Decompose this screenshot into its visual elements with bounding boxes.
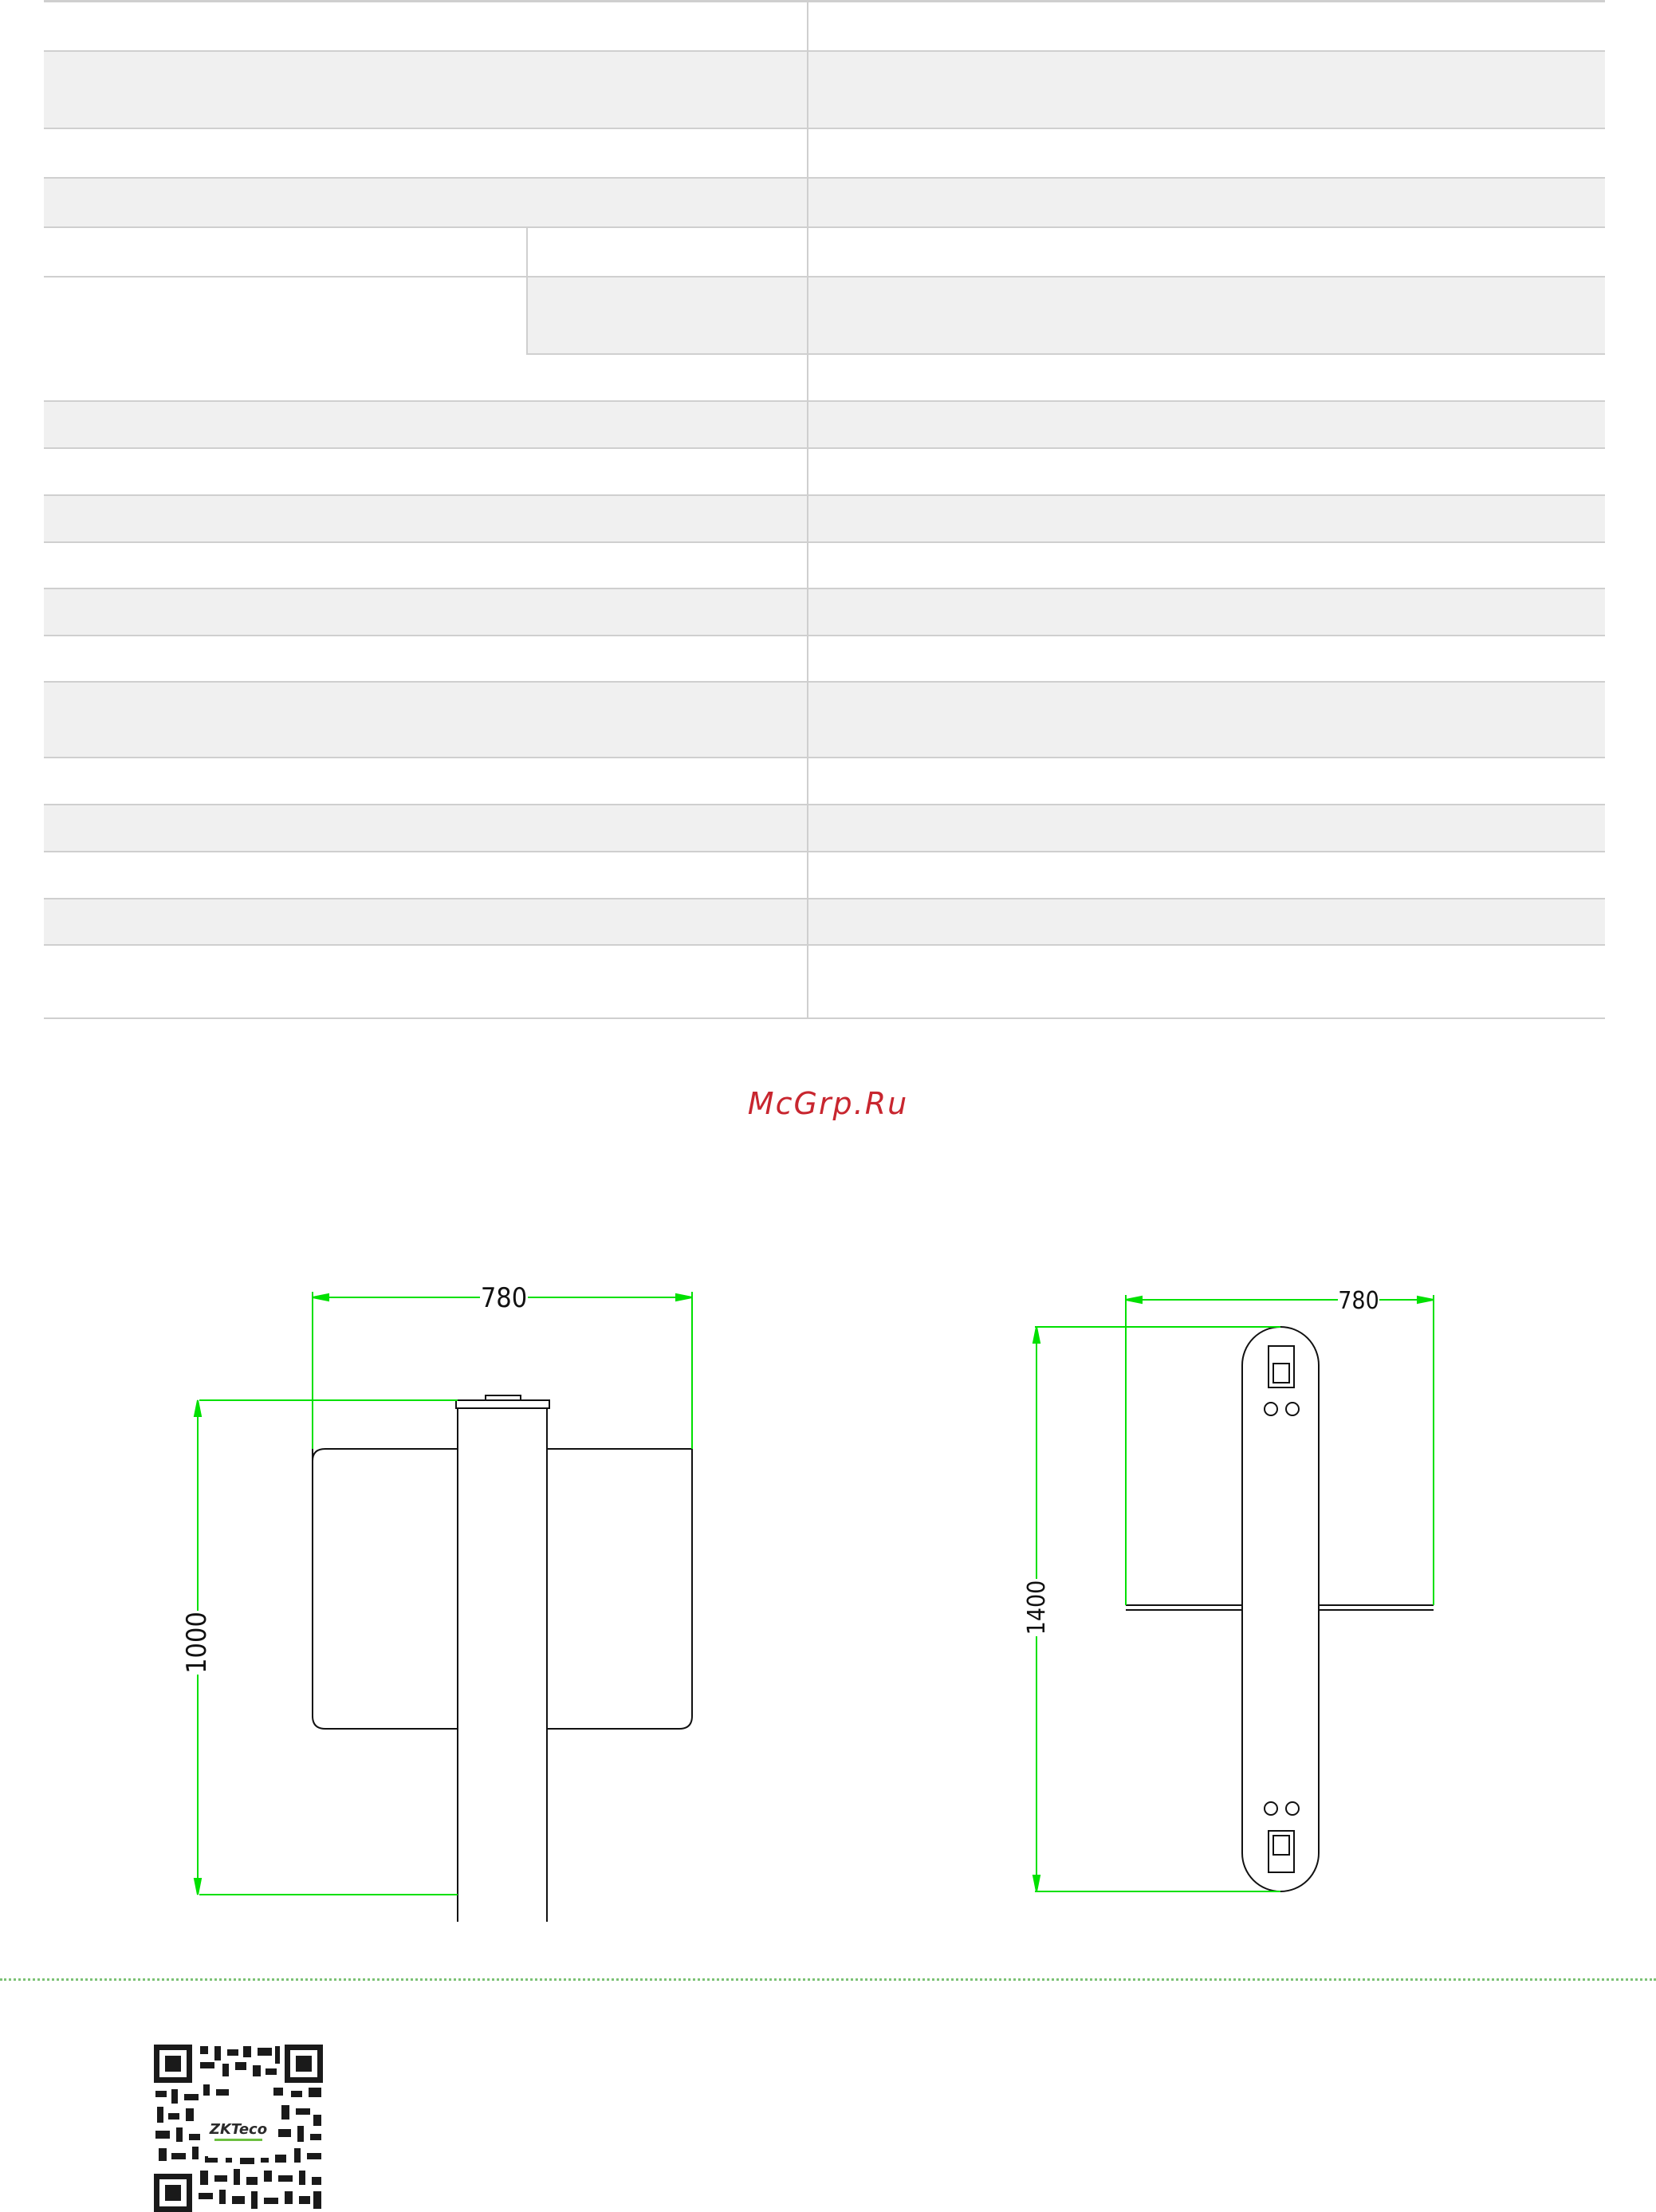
table-row (44, 228, 1605, 277)
table-row (44, 946, 1605, 1019)
height-dimension-label: 1400 (1023, 1580, 1051, 1635)
spec-table (44, 0, 1605, 1019)
column-cap (456, 1400, 549, 1408)
table-row (44, 543, 1605, 589)
top-view-drawing (1005, 1260, 1451, 1898)
watermark-text: McGrp.Ru (747, 1086, 909, 1121)
column-divider (807, 0, 808, 1019)
width-dimension-label: 780 (480, 1282, 528, 1314)
table-row (44, 2, 1605, 52)
table-row (44, 852, 1605, 899)
table-row (44, 402, 1605, 449)
table-row (44, 179, 1605, 228)
zkteco-logo-text: ZKTeco (209, 2121, 268, 2138)
table-row (44, 355, 1605, 402)
column-body (458, 1400, 547, 1922)
table-row (44, 899, 1605, 946)
front-view-drawing (159, 1260, 734, 1922)
page-separator (0, 1978, 1656, 1981)
table-row (44, 758, 1605, 805)
table-row (528, 277, 1605, 355)
table-row (44, 449, 1605, 496)
column-cap-top (486, 1395, 521, 1400)
table-row (44, 589, 1605, 636)
width-dimension-label: 780 (1338, 1287, 1379, 1315)
table-row (44, 52, 1605, 129)
table-row (44, 805, 1605, 852)
table-row (44, 496, 1605, 543)
table-row (44, 636, 1605, 683)
cabinet-outline (1242, 1327, 1319, 1891)
column-divider (526, 228, 528, 355)
height-dimension-label: 1000 (181, 1612, 213, 1674)
qr-code[interactable] (154, 2045, 323, 2212)
table-row (44, 129, 1605, 179)
table-row (44, 683, 1605, 758)
